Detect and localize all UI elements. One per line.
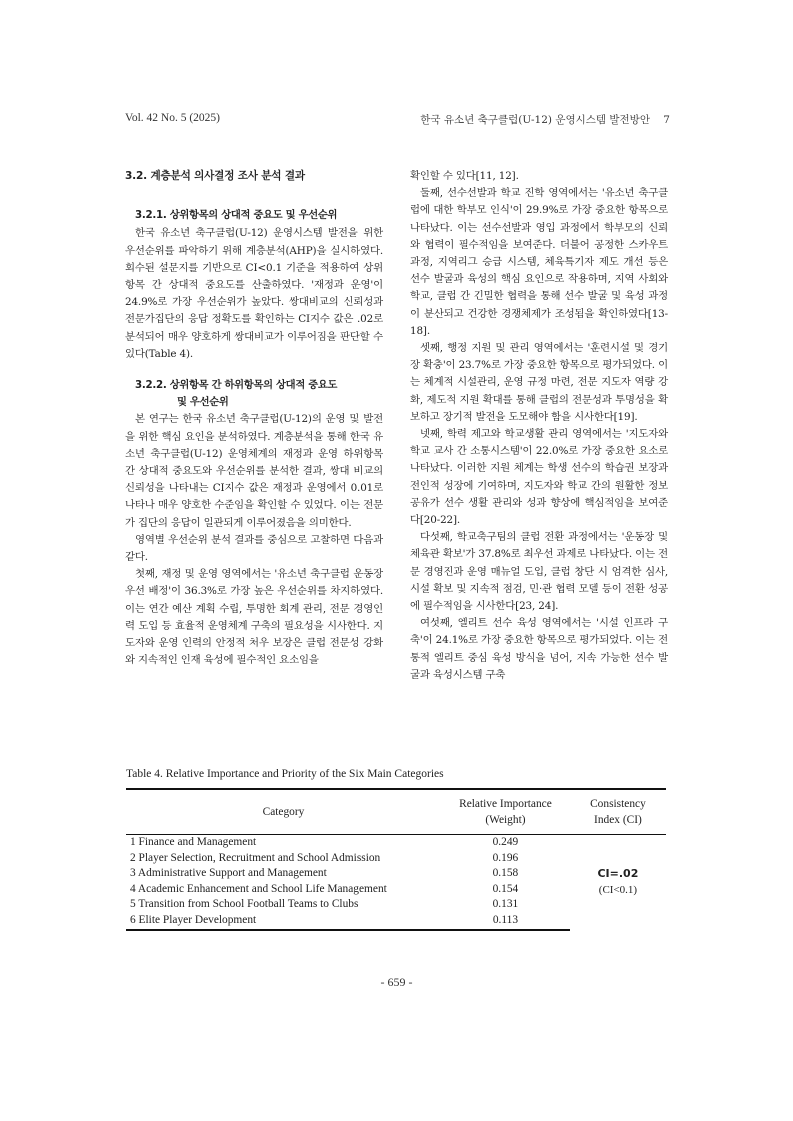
paragraph-finance-operations: 첫째, 재정 및 운영 영역에서는 '유소년 축구클럽 운동장 우선 배정'이 36.3%로 가장 높은 우선순위를 차지하였다. 이는 연간 예산 계획 수립, 투명한 회계 관리, 전문 경영인력 도입 등 효율적 운영체계 구축의 필요성을 시사한다. 지도자와 운영 인력의 안정적 처우 보장은 클럽 전문성 강화와 지속적인 인재 육성에 필수적인 요소임을 (125, 568, 383, 667)
paragraph-ahp-overview: 한국 유소년 축구클럽(U-12) 운영시스템 발전을 위한 우선순위를 파악하기 위해 계층분석(AHP)을 실시하였다. 회수된 설문지를 기반으로 CI<0.1 기준을 적용하여 상위항목 간 상대적 중요도를 산출하였다. '재정과 운영'이 24.9%로 가장 우선순위가 높았다. 쌍대비교의 신뢰성과 전문가집단의 응답 정확도를 확인하는 CI지수 값은 .02로 분석되어 매우 양호하게 쌍대비교가 이루어짐을 판단할 수 있다(Table 4). (125, 227, 383, 360)
paragraph-academic-enhancement: 넷째, 학력 제고와 학교생활 관리 영역에서는 '지도자와 학교 교사 간 소통시스템'이 22.0%로 가장 중요한 요소로 나타났다. 이러한 지원 체계는 학생 선수의 학습권 보장과 전인적 성장에 기여하며, 지도자와 학교 간의 원활한 정보 공유가 선수 생활 관리와 성과 향상에 핵심적임을 보여준다[20-22]. (410, 428, 668, 527)
header-relative-importance (441, 789, 570, 835)
header-ci-line2: Index (CI) (594, 814, 642, 826)
row-weight: 0.131 (492, 898, 519, 911)
paragraph-player-selection: 둘째, 선수선발과 학교 진학 영역에서는 '유소년 축구클럽에 대한 학부모 인식'이 29.9%로 가장 중요한 항목으로 나타났다. 이는 선수선발과 영입 과정에서 학부모의 신뢰와 협력이 필수적임을 보여준다. 더불어 공정한 스카우트 과정, 지역리그 승급 시스템, 체육특기자 제도 개선 등은 선수 발굴과 육성의 핵심 요인으로 작용하며, 지역 사회와 학교, 클럽 간 긴밀한 협력을 통해 선수 발굴 및 육성 과정이 분산되고 건강한 경쟁체제가 조성됨을 확인하였다[13-18]. (410, 187, 668, 337)
section-title: 3.2. 계층분석 의사결정 조사 분석 결과 (125, 170, 305, 182)
header-weight-line1: Relative Importance (459, 798, 552, 810)
running-header-title: 한국 유소년 축구클럽(U-12) 운영시스템 발전방안 7 (420, 114, 670, 126)
table-caption: Table 4. Relative Importance and Priority of the Six Main Categories (126, 768, 444, 780)
row-category: 3 Administrative Support and Management (130, 867, 327, 880)
row-weight: 0.158 (492, 867, 519, 880)
paragraph-continuation: 확인할 수 있다[11, 12]. (410, 170, 519, 182)
row-weight: 0.154 (492, 882, 519, 895)
ci-cell (570, 835, 666, 930)
row-category: 2 Player Selection, Recruitment and School Admission (130, 851, 381, 864)
ci-value: CI=.02 (597, 866, 639, 880)
row-weight: 0.196 (492, 851, 519, 864)
paragraph-elite-development: 여섯째, 엘리트 선수 육성 영역에서는 '시설 인프라 구축'이 24.1%로 가장 중요한 항목으로 평가되었다. 이는 전통적 엘리트 중심 육성 방식을 넘어, 지속 가능한 선수 발굴과 육성시스템 구축 (410, 617, 668, 681)
paragraph-club-transition: 다섯째, 학교축구팀의 클럽 전환 과정에서는 '운동장 및 체육관 확보'가 37.8%로 최우선 과제로 나타났다. 이는 전문 경영진과 운영 매뉴얼 도입, 클럽 창단 시 엄격한 심사, 시설 확보 및 지속적 점검, 민·관 협력 모델 등이 전환 성공에 필수적임을 시사한다[23, 24]. (410, 531, 668, 613)
row-category: 6 Elite Player Development (126, 913, 441, 930)
subsection-title-3-2-2: 3.2.2. 상위항목 간 하위항목의 상대적 중요도 (135, 379, 338, 392)
right-column (410, 168, 668, 684)
left-column (125, 168, 383, 669)
row-weight: 0.249 (492, 836, 519, 848)
page-number: - 659 - (380, 975, 413, 989)
table-row (126, 835, 666, 851)
header-weight-line2: (Weight) (485, 814, 526, 826)
table-relative-importance (126, 788, 666, 931)
paragraph-subitem-analysis: 본 연구는 한국 유소년 축구클럽(U-12)의 운영 및 발전을 위한 핵심 요인을 분석하였다. 계층분석을 통해 한국 유소년 축구클럽(U-12) 운영체계의 재정과 운영 하위항목 간 상대적 중요도와 우선순위를 분석한 결과, 쌍대 비교의 신뢰성을 나타내는 CI지수 값은 재정과 운영에서 0.01로 나타나 매우 양호한 수준임을 확인할 수 있었다. 이는 전문가 집단의 응답이 일관되게 이루어졌음을 의미한다. (125, 413, 383, 529)
subsection-title-3-2-2-cont: 및 우선순위 (177, 396, 229, 409)
table-header-row (126, 789, 666, 835)
ci-threshold: (CI<0.1) (598, 884, 638, 897)
running-header-volume: Vol. 42 No. 5 (2025) (125, 112, 220, 124)
header-consistency-index (570, 789, 666, 835)
row-category: 4 Academic Enhancement and School Life Management (130, 882, 387, 895)
header-category: Category (262, 806, 305, 818)
row-category: 5 Transition from School Football Teams to Clubs (130, 898, 359, 911)
paragraph-discussion-intro: 영역별 우선순위 분석 결과를 중심으로 고찰하면 다음과 같다. (125, 533, 383, 564)
row-category: 1 Finance and Management (130, 836, 257, 848)
subsection-title-3-2-1: 3.2.1. 상위항목의 상대적 중요도 및 우선순위 (135, 209, 338, 222)
row-weight: 0.113 (441, 913, 570, 930)
paragraph-administrative-support: 셋째, 행정 지원 및 관리 영역에서는 '훈련시설 및 경기장 확충'이 23.7%로 가장 중요한 항목으로 평가되었다. 이는 체계적 시설관리, 운영 규정 마련, 전문 지도자 역량 강화, 제도적 지원 확대를 통해 클럽의 전문성과 투명성을 확보하고 장기적 발전을 도모해야 함을 시사한다[19]. (410, 342, 668, 423)
header-ci-line1: Consistency (590, 798, 646, 810)
